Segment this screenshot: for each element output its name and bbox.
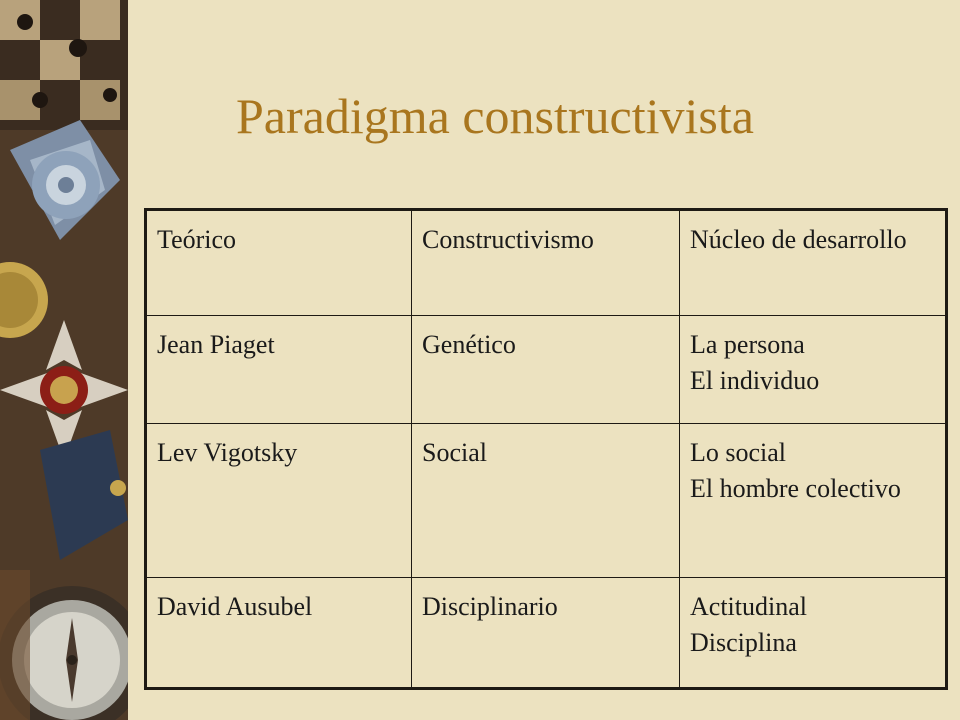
cell-nucleo xyxy=(680,424,947,578)
table-header-row xyxy=(146,210,947,316)
checkerboard-shape xyxy=(0,0,128,130)
nucleo-line: Actitudinal xyxy=(690,592,807,621)
decorative-side-image xyxy=(0,0,128,720)
theorists-table xyxy=(144,208,948,690)
cell-nucleo xyxy=(680,316,947,424)
nucleo-line: La persona xyxy=(690,330,805,359)
nucleo-line: El hombre colectivo xyxy=(690,474,901,503)
cell-teorico: Jean Piaget xyxy=(146,316,412,424)
nucleo-line: El individuo xyxy=(690,366,820,395)
table-row xyxy=(146,578,947,689)
table-row xyxy=(146,424,947,578)
header-cell-teorico: Teórico xyxy=(146,210,412,316)
header-cell-nucleo: Núcleo de desarrollo xyxy=(680,210,947,316)
page-title: Paradigma constructivista xyxy=(236,88,754,144)
header-cell-constructivismo: Constructivismo xyxy=(412,210,680,316)
cell-constructivismo: Genético xyxy=(412,316,680,424)
cell-constructivismo: Disciplinario xyxy=(412,578,680,689)
nucleo-line: Disciplina xyxy=(690,628,797,657)
cell-constructivismo: Social xyxy=(412,424,680,578)
cell-teorico: David Ausubel xyxy=(146,578,412,689)
cell-teorico: Lev Vigotsky xyxy=(146,424,412,578)
cell-nucleo xyxy=(680,578,947,689)
medal-compass-photo xyxy=(0,0,128,720)
nucleo-line: Lo social xyxy=(690,438,787,467)
table-row xyxy=(146,316,947,424)
